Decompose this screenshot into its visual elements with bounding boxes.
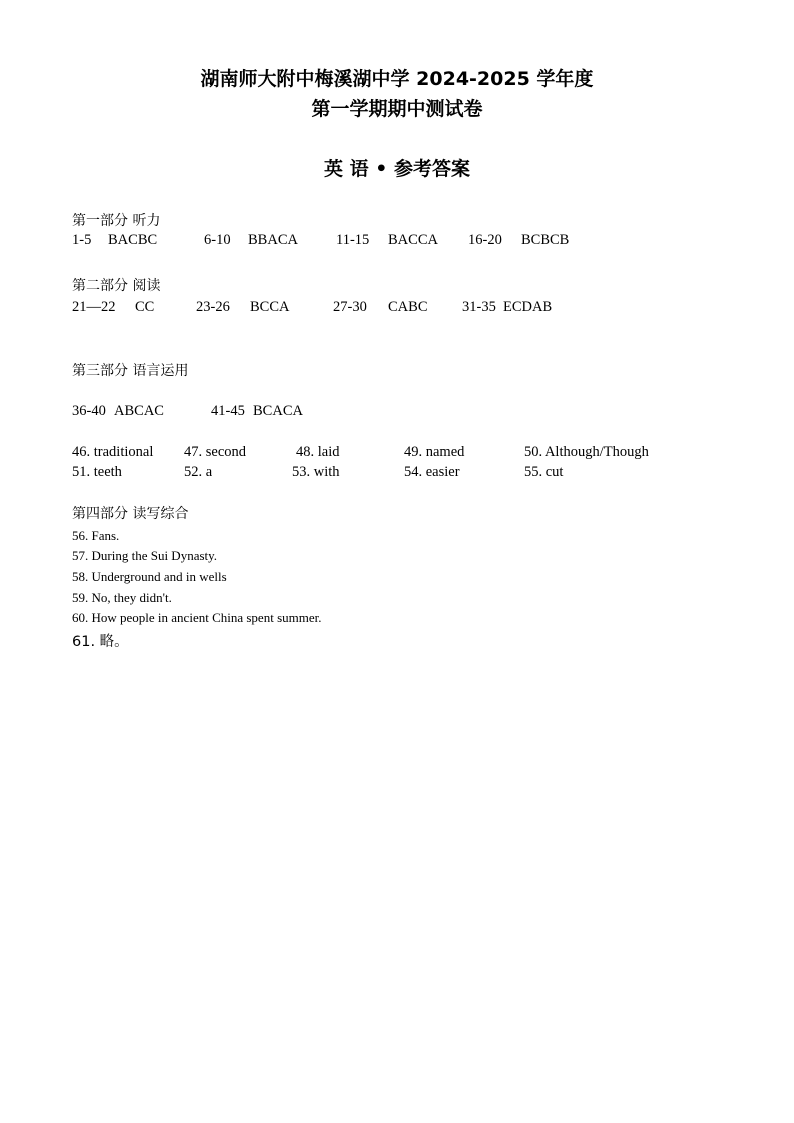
part3-mc-answer-2: BCACA — [253, 403, 303, 419]
fill-answer-55: 55. cut — [524, 464, 564, 480]
part1-answer-1: BACBC — [108, 232, 158, 248]
part4-heading: 第四部分 读写综合 — [72, 506, 189, 522]
fill-answer-54: 54. easier — [404, 464, 460, 480]
answer-58: 58. Underground and in wells — [72, 569, 227, 584]
part3-mc-range-1: 36-40 — [72, 403, 106, 419]
school-title: 湖南师大附中梅溪湖中学 2024-2025 学年度 — [200, 68, 594, 90]
answer-59: 59. No, they didn't. — [72, 590, 172, 605]
subject-title: 英 语 • 参考答案 — [324, 158, 470, 180]
part1-range-1: 1-5 — [72, 232, 92, 248]
fill-answer-46: 46. traditional — [72, 444, 154, 460]
term-title: 第一学期期中测试卷 — [311, 98, 483, 120]
fill-answer-53: 53. with — [292, 464, 340, 480]
part1-range-3: 11-15 — [336, 232, 370, 248]
fill-answer-51: 51. teeth — [72, 464, 122, 480]
part2-heading: 第二部分 阅读 — [72, 278, 161, 294]
part1-range-4: 16-20 — [468, 232, 502, 248]
part1-answer-4: BCBCB — [521, 232, 570, 248]
answer-56: 56. Fans. — [72, 528, 120, 543]
answer-61: 61. 略。 — [72, 634, 129, 650]
part3-mc-range-2: 41-45 — [211, 403, 245, 419]
part2-range-3: 27-30 — [333, 299, 367, 315]
part3-heading: 第三部分 语言运用 — [72, 363, 189, 379]
fill-answer-49: 49. named — [404, 444, 465, 460]
fill-answer-48: 48. laid — [296, 444, 340, 460]
part1-answer-3: BACCA — [388, 232, 438, 248]
part1-answer-2: BBACA — [248, 232, 298, 248]
answer-60: 60. How people in ancient China spent summer. — [72, 610, 322, 625]
part2-range-1: 21—22 — [72, 299, 116, 315]
part2-answer-2: BCCA — [250, 299, 290, 315]
part1-heading: 第一部分 听力 — [72, 213, 161, 229]
fill-answer-50: 50. Although/Though — [524, 444, 649, 460]
fill-answer-47: 47. second — [184, 444, 247, 460]
part2-range-4: 31-35 — [462, 299, 496, 315]
part1-range-2: 6-10 — [204, 232, 231, 248]
fill-answer-52: 52. a — [184, 464, 213, 480]
part2-answer-1: CC — [135, 299, 155, 315]
part2-answer-4: ECDAB — [503, 299, 553, 315]
part2-range-2: 23-26 — [196, 299, 230, 315]
part3-mc-answer-1: ABCAC — [114, 403, 164, 419]
answer-57: 57. During the Sui Dynasty. — [72, 548, 218, 563]
part2-answer-3: CABC — [388, 299, 428, 315]
